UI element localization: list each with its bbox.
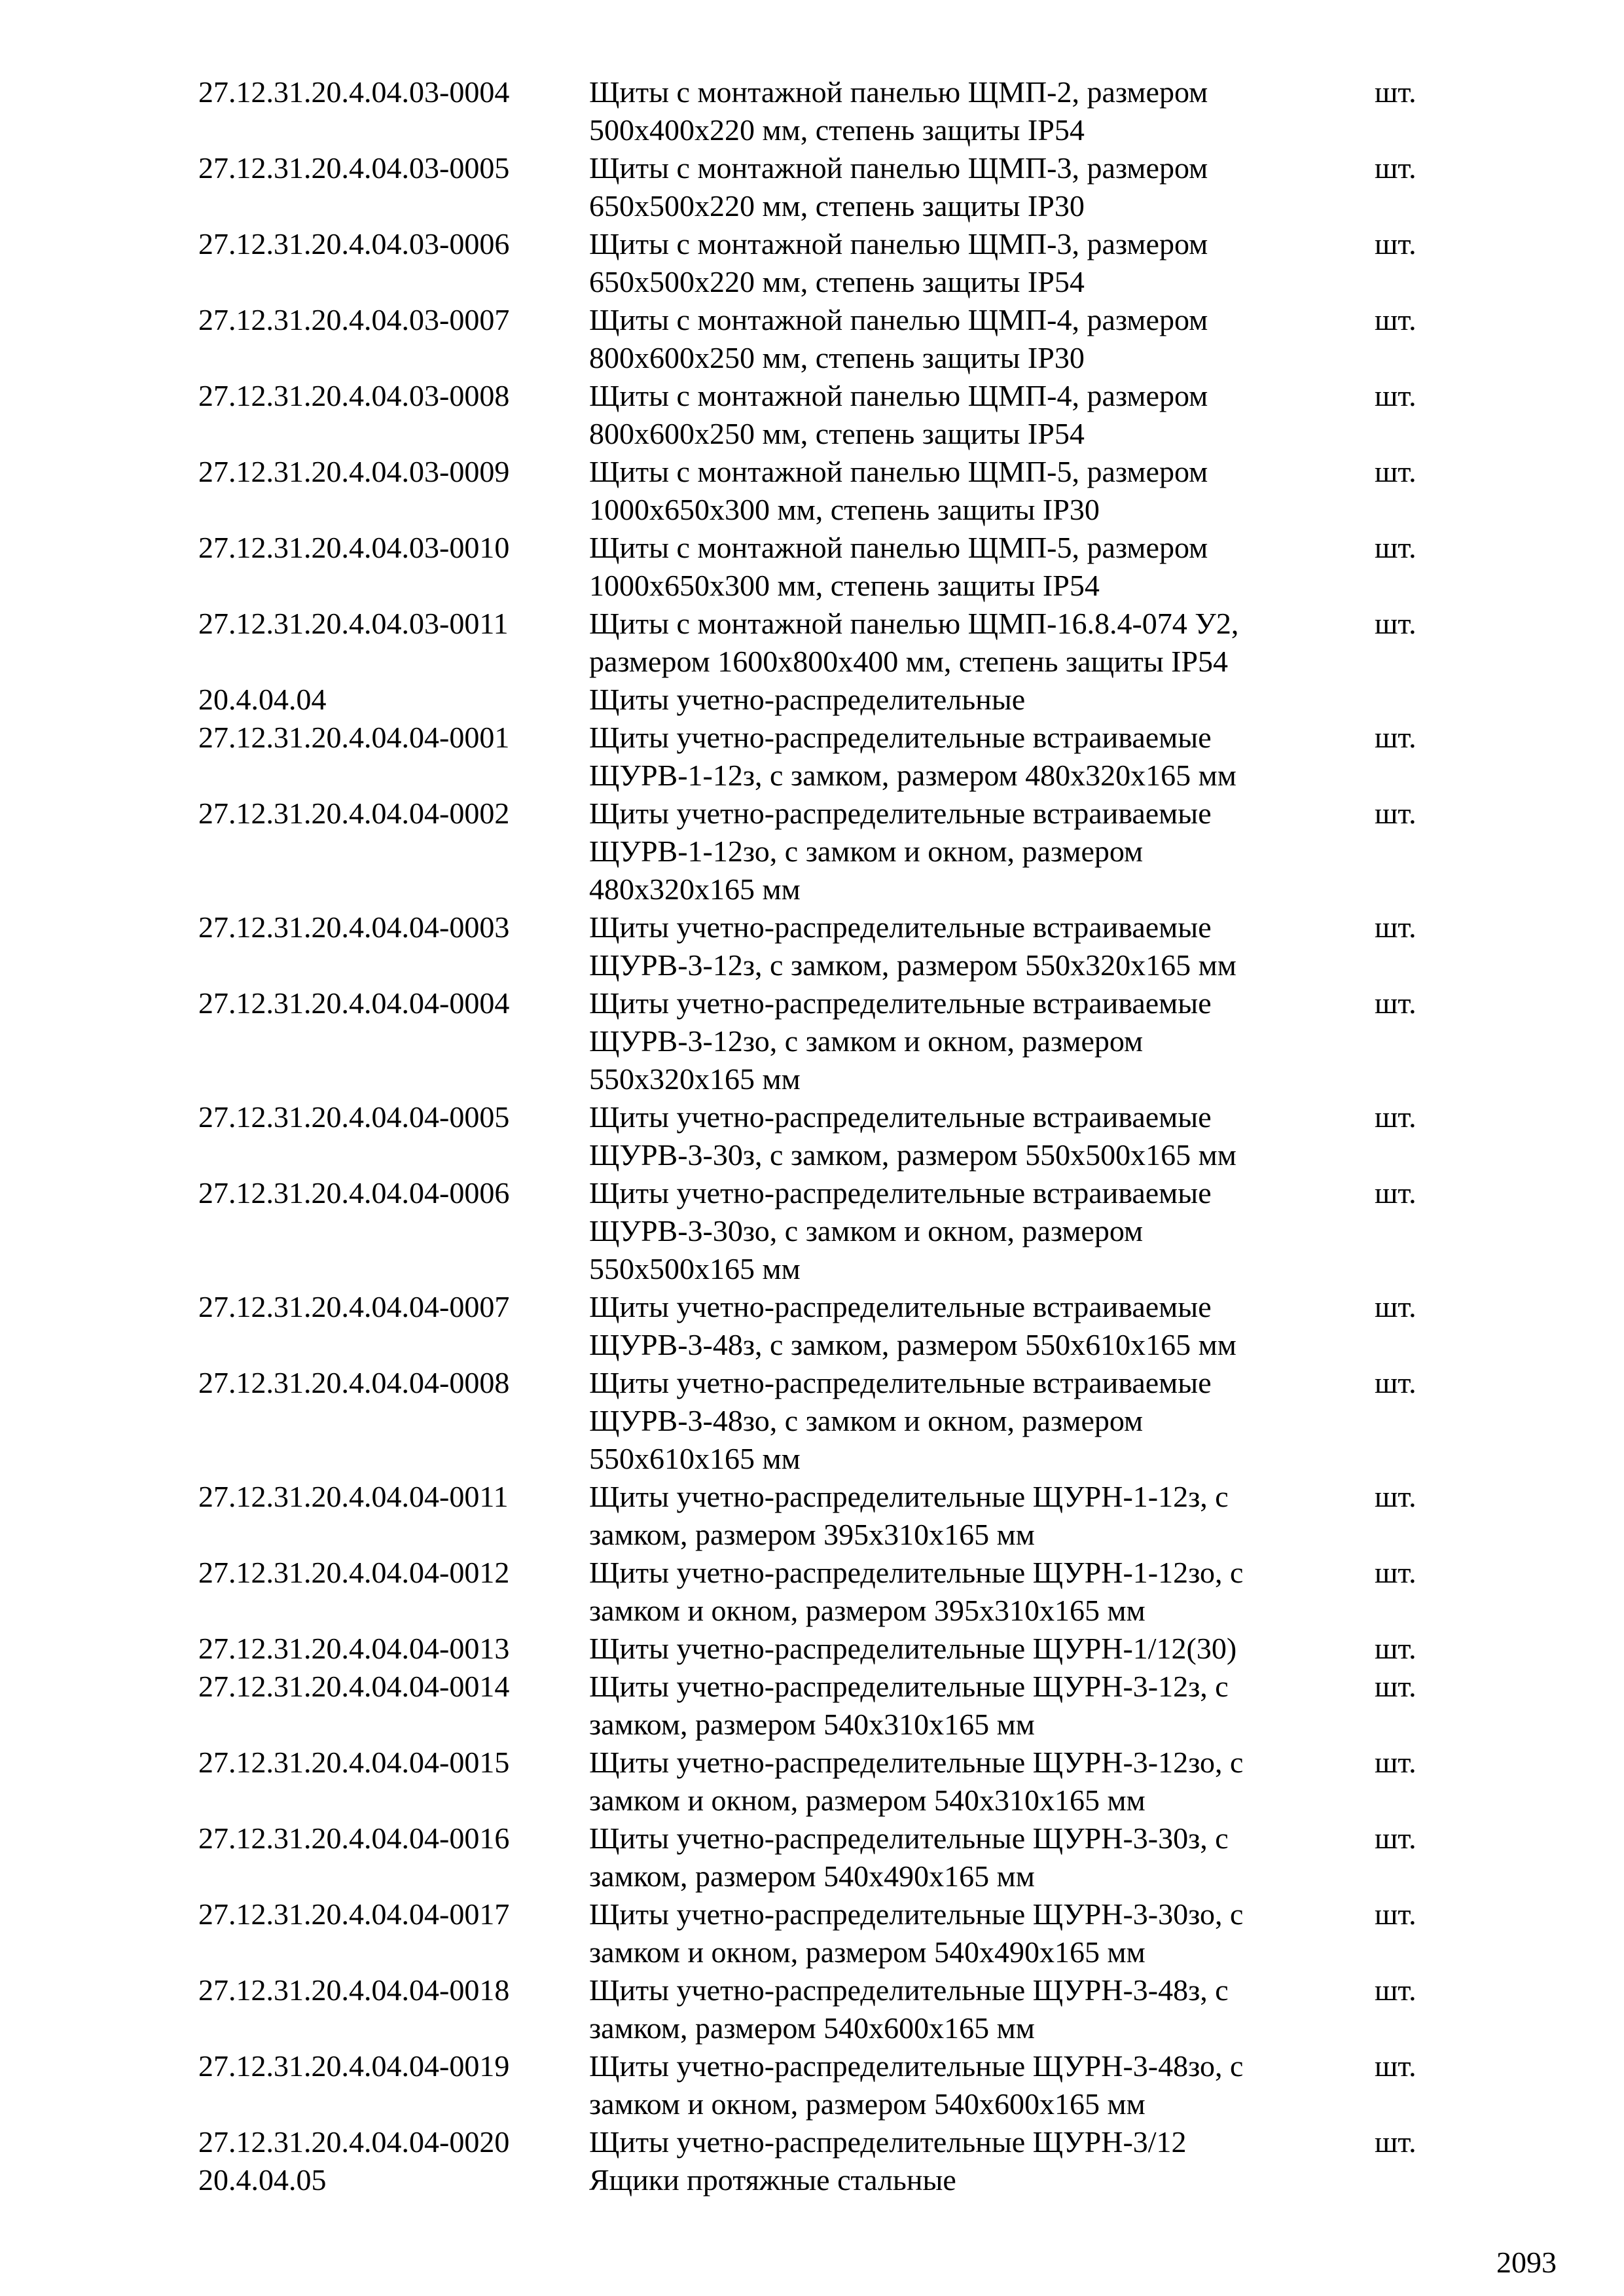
item-description: Щиты с монтажной панелью ЩМП-4, размером 800x600x250 мм, степень защиты IP30 <box>589 303 1208 374</box>
table-row <box>198 2123 1442 2161</box>
item-code: 27.12.31.20.4.04.04-0005 <box>198 1100 510 1134</box>
table-row <box>198 1630 1442 1668</box>
item-description: Ящики протяжные стальные <box>589 2163 956 2197</box>
table-row <box>198 1820 1442 1895</box>
item-description: Щиты с монтажной панелью ЩМП-16.8.4-074 У2, размером 1600x800x400 мм, степень защиты IP54 <box>589 607 1239 678</box>
table-row <box>198 1478 1442 1554</box>
table-row <box>198 377 1442 453</box>
item-unit: шт. <box>1375 227 1416 260</box>
item-unit: шт. <box>1375 797 1416 830</box>
item-description: Щиты учетно-распределительные ЩУРН-3-48зо, с замком и окном, размером 540x600x165 мм <box>589 2049 1244 2121</box>
item-description: Щиты учетно-распределительные ЩУРН-1/12(30) <box>589 1632 1237 1665</box>
item-code: 27.12.31.20.4.04.03-0006 <box>198 227 510 260</box>
table-row <box>198 2047 1442 2123</box>
item-description: Щиты учетно-распределительные <box>589 683 1026 716</box>
table-row <box>198 719 1442 795</box>
item-description: Щиты учетно-распределительные ЩУРН-3-30зо, с замком и окном, размером 540x490x165 мм <box>589 1897 1244 1969</box>
item-code: 27.12.31.20.4.04.03-0008 <box>198 379 510 412</box>
item-code: 27.12.31.20.4.04.04-0013 <box>198 1632 510 1665</box>
item-unit: шт. <box>1375 303 1416 336</box>
item-description: Щиты с монтажной панелью ЩМП-3, размером 650x500x220 мм, степень защиты IP54 <box>589 227 1208 298</box>
table-row <box>198 1364 1442 1478</box>
item-unit: шт. <box>1375 1556 1416 1589</box>
table-row <box>198 908 1442 984</box>
item-unit: шт. <box>1375 1670 1416 1703</box>
item-code: 27.12.31.20.4.04.03-0007 <box>198 303 510 336</box>
item-description: Щиты учетно-распределительные ЩУРН-1-12з, с замком, размером 395x310x165 мм <box>589 1480 1229 1551</box>
table-row <box>198 984 1442 1098</box>
item-code: 27.12.31.20.4.04.03-0011 <box>198 607 509 640</box>
table-row <box>198 795 1442 908</box>
item-code: 27.12.31.20.4.04.04-0001 <box>198 721 510 754</box>
item-unit: шт. <box>1375 1746 1416 1779</box>
item-code: 27.12.31.20.4.04.04-0007 <box>198 1290 510 1323</box>
item-code: 27.12.31.20.4.04.04-0002 <box>198 797 510 830</box>
table-row <box>198 1668 1442 1744</box>
item-unit: шт. <box>1375 379 1416 412</box>
item-code: 20.4.04.04 <box>198 683 327 716</box>
page-number: 2093 <box>1496 2246 1557 2279</box>
table-row <box>198 149 1442 225</box>
table-row <box>198 1288 1442 1364</box>
item-unit: шт. <box>1375 721 1416 754</box>
table-row <box>198 1098 1442 1174</box>
section-heading-row <box>198 681 1442 719</box>
item-code: 27.12.31.20.4.04.04-0004 <box>198 986 510 1020</box>
table-row <box>198 529 1442 605</box>
item-code: 27.12.31.20.4.04.04-0006 <box>198 1176 510 1210</box>
item-description: Щиты учетно-распределительные ЩУРН-3-12зо, с замком и окном, размером 540x310x165 мм <box>589 1746 1244 1817</box>
item-code: 27.12.31.20.4.04.04-0012 <box>198 1556 510 1589</box>
item-code: 27.12.31.20.4.04.04-0019 <box>198 2049 510 2083</box>
item-code: 27.12.31.20.4.04.03-0005 <box>198 151 510 185</box>
item-code: 27.12.31.20.4.04.03-0010 <box>198 531 510 564</box>
table-row <box>198 605 1442 681</box>
item-description: Щиты учетно-распределительные встраиваемые ЩУРВ-1-12зо, с замком и окном, размером 480x320x165 мм <box>589 797 1212 906</box>
item-description: Щиты учетно-распределительные ЩУРН-3/12 <box>589 2125 1187 2159</box>
item-unit: шт. <box>1375 1897 1416 1931</box>
item-code: 27.12.31.20.4.04.04-0011 <box>198 1480 509 1513</box>
table-row <box>198 1174 1442 1288</box>
item-code: 27.12.31.20.4.04.04-0015 <box>198 1746 510 1779</box>
item-unit: шт. <box>1375 75 1416 109</box>
item-unit: шт. <box>1375 455 1416 488</box>
item-description: Щиты учетно-распределительные встраиваемые ЩУРВ-3-48з, с замком, размером 550x610x165 мм <box>589 1290 1236 1361</box>
item-code: 20.4.04.05 <box>198 2163 327 2197</box>
item-description: Щиты учетно-распределительные встраиваемые ЩУРВ-3-30зо, с замком и окном, размером 550x500x165 мм <box>589 1176 1212 1285</box>
table-row <box>198 1554 1442 1630</box>
item-code: 27.12.31.20.4.04.04-0017 <box>198 1897 510 1931</box>
item-unit: шт. <box>1375 1632 1416 1665</box>
item-code: 27.12.31.20.4.04.04-0020 <box>198 2125 510 2159</box>
item-description: Щиты учетно-распределительные встраиваемые ЩУРВ-1-12з, с замком, размером 480x320x165 мм <box>589 721 1236 792</box>
table-row <box>198 73 1442 149</box>
table-row <box>198 1971 1442 2047</box>
section-heading-row <box>198 2161 1442 2199</box>
table-row <box>198 225 1442 301</box>
item-description: Щиты учетно-распределительные встраиваемые ЩУРВ-3-48зо, с замком и окном, размером 550x610x165 мм <box>589 1366 1212 1475</box>
item-unit: шт. <box>1375 986 1416 1020</box>
item-description: Щиты учетно-распределительные ЩУРН-3-48з, с замком, размером 540x600x165 мм <box>589 1973 1229 2045</box>
item-unit: шт. <box>1375 2125 1416 2159</box>
item-code: 27.12.31.20.4.04.04-0018 <box>198 1973 510 2007</box>
item-unit: шт. <box>1375 1480 1416 1513</box>
item-unit: шт. <box>1375 151 1416 185</box>
item-unit: шт. <box>1375 1290 1416 1323</box>
table-row <box>198 1895 1442 1971</box>
item-description: Щиты учетно-распределительные встраиваемые ЩУРВ-3-12зо, с замком и окном, размером 550x320x165 мм <box>589 986 1212 1096</box>
item-description: Щиты учетно-распределительные встраиваемые ЩУРВ-3-30з, с замком, размером 550x500x165 мм <box>589 1100 1236 1172</box>
item-unit: шт. <box>1375 531 1416 564</box>
item-unit: шт. <box>1375 1100 1416 1134</box>
item-code: 27.12.31.20.4.04.03-0004 <box>198 75 510 109</box>
item-code: 27.12.31.20.4.04.03-0009 <box>198 455 510 488</box>
item-description: Щиты учетно-распределительные встраиваемые ЩУРВ-3-12з, с замком, размером 550x320x165 мм <box>589 910 1236 982</box>
item-description: Щиты учетно-распределительные ЩУРН-3-30з, с замком, размером 540x490x165 мм <box>589 1821 1229 1893</box>
item-unit: шт. <box>1375 1176 1416 1210</box>
item-unit: шт. <box>1375 1366 1416 1399</box>
table-row <box>198 453 1442 529</box>
item-description: Щиты с монтажной панелью ЩМП-5, размером 1000x650x300 мм, степень защиты IP30 <box>589 455 1208 526</box>
item-code: 27.12.31.20.4.04.04-0014 <box>198 1670 510 1703</box>
item-description: Щиты учетно-распределительные ЩУРН-3-12з, с замком, размером 540x310x165 мм <box>589 1670 1229 1741</box>
table-row <box>198 301 1442 377</box>
item-description: Щиты с монтажной панелью ЩМП-3, размером 650x500x220 мм, степень защиты IP30 <box>589 151 1208 223</box>
item-code: 27.12.31.20.4.04.04-0016 <box>198 1821 510 1855</box>
item-code: 27.12.31.20.4.04.04-0008 <box>198 1366 510 1399</box>
item-unit: шт. <box>1375 910 1416 944</box>
table-row <box>198 1744 1442 1820</box>
price-list-table <box>198 73 1442 2199</box>
item-description: Щиты учетно-распределительные ЩУРН-1-12зо, с замком и окном, размером 395x310x165 мм <box>589 1556 1244 1627</box>
item-description: Щиты с монтажной панелью ЩМП-2, размером 500x400x220 мм, степень защиты IP54 <box>589 75 1208 147</box>
item-description: Щиты с монтажной панелью ЩМП-5, размером 1000x650x300 мм, степень защиты IP54 <box>589 531 1208 602</box>
item-code: 27.12.31.20.4.04.04-0003 <box>198 910 510 944</box>
item-unit: шт. <box>1375 607 1416 640</box>
item-unit: шт. <box>1375 2049 1416 2083</box>
item-unit: шт. <box>1375 1821 1416 1855</box>
item-description: Щиты с монтажной панелью ЩМП-4, размером 800x600x250 мм, степень защиты IP54 <box>589 379 1208 450</box>
item-unit: шт. <box>1375 1973 1416 2007</box>
